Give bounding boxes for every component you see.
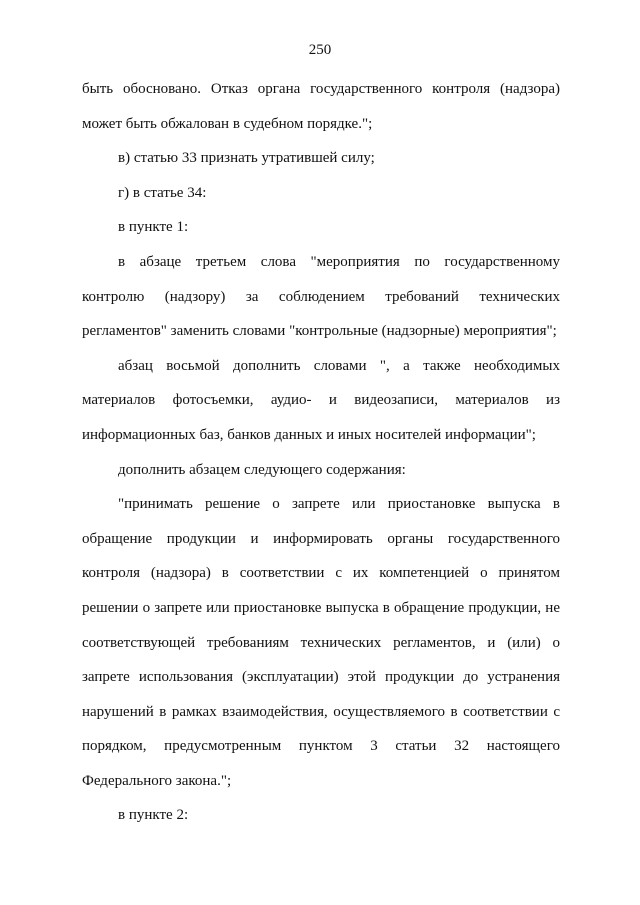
text-line: может быть обжалован в судебном порядке.";: [82, 115, 373, 132]
text-line: в пункте 1:: [118, 219, 189, 236]
text-line: контролю (надзору) за соблюдением требований технических: [82, 288, 560, 305]
page-number: 250: [308, 42, 332, 58]
text-line: нарушений в рамках взаимодействия, осуществляемого в соответствии с: [82, 703, 560, 720]
text-line: соответствующей требованиям технических регламентов, и (или) о: [82, 634, 560, 651]
text-line: решении о запрете или приостановке выпуска в обращение продукции, не: [82, 599, 560, 616]
text-line: в пункте 2:: [118, 807, 189, 824]
text-line: Федерального закона.";: [82, 772, 232, 789]
text-line: быть обосновано. Отказ органа государственного контроля (надзора): [82, 81, 560, 97]
text-line: запрете использования (эксплуатации) этой продукции до устранения: [82, 669, 560, 686]
text-line: абзац восьмой дополнить словами ", а также необходимых: [118, 357, 560, 374]
text-line: регламентов" заменить словами "контрольные (надзорные) мероприятия";: [82, 323, 557, 340]
text-line: информационных баз, банков данных и иных носителей информации";: [82, 426, 536, 443]
text-line: в) статью 33 признать утратившей силу;: [118, 150, 375, 167]
text-line: контроля (надзора) в соответствии с их компетенцией о принятом: [82, 565, 560, 582]
text-line: в абзаце третьем слова "мероприятия по государственному: [118, 253, 560, 270]
text-line: г) в статье 34:: [118, 184, 207, 201]
text-line: "принимать решение о запрете или приостановке выпуска в: [118, 496, 560, 513]
text-line: порядком, предусмотренным пунктом 3 статьи 32 настоящего: [82, 738, 560, 755]
text-line: материалов фотосъемки, аудио- и видеозаписи, материалов из: [82, 392, 560, 409]
document-body: [82, 72, 560, 833]
text-line: обращение продукции и информировать органы государственного: [82, 530, 560, 547]
text-line: дополнить абзацем следующего содержания:: [118, 461, 406, 478]
